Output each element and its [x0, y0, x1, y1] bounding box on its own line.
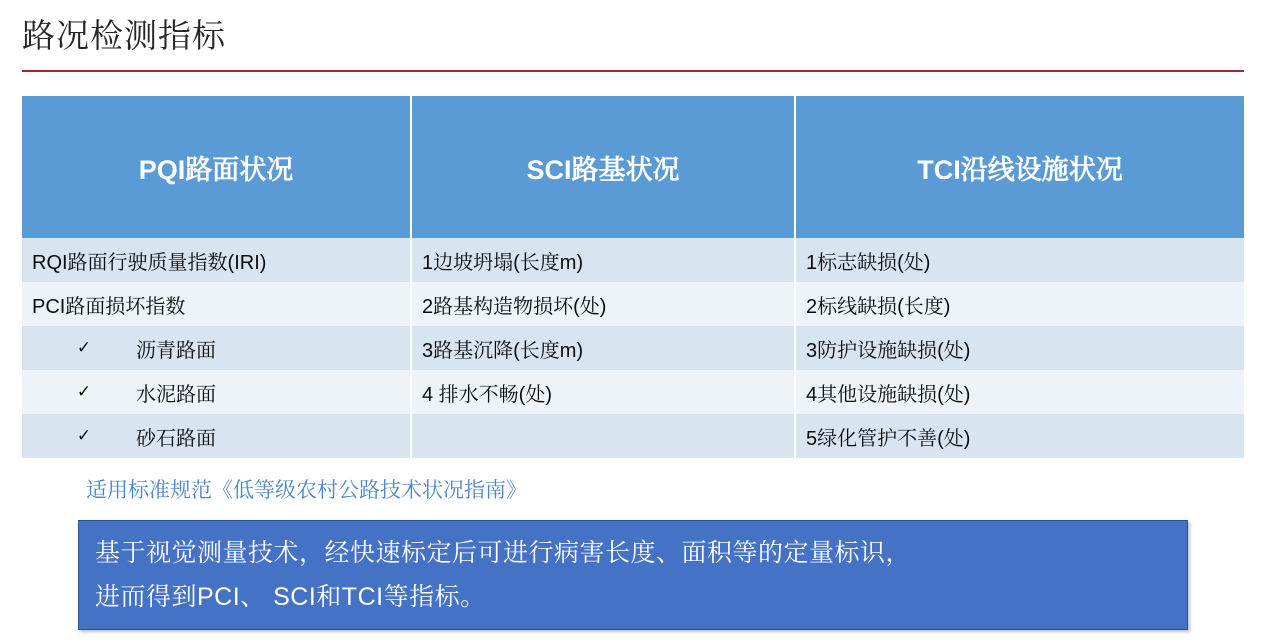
cell-sci: 3路基沉降(长度m) — [411, 326, 795, 370]
cell-tci: 2标线缺损(长度) — [795, 282, 1244, 326]
cell-sci: 1边坡坍塌(长度m) — [411, 238, 795, 282]
column-header-sci: SCI路基状况 — [411, 96, 795, 238]
table-header-row — [22, 96, 1244, 238]
checkmark-icon: ✓ — [76, 382, 92, 401]
cell-tci: 5绿化管护不善(处) — [795, 414, 1244, 458]
table-row — [22, 414, 1244, 458]
callout-line-2: 进而得到PCI、 SCI和TCI等指标。 — [95, 583, 486, 611]
cell-sci: 2路基构造物损坏(处) — [411, 282, 795, 326]
cell-tci: 1标志缺损(处) — [795, 238, 1244, 282]
cell-pqi: PCI路面损坏指数 — [22, 282, 411, 326]
cell-sci — [411, 414, 795, 458]
cell-pqi: RQI路面行驶质量指数(IRI) — [22, 238, 411, 282]
cell-pqi — [22, 326, 411, 370]
title-underline-rule — [22, 70, 1244, 72]
checkmark-icon: ✓ — [76, 338, 92, 357]
page-title: 路况检测指标 — [22, 17, 226, 54]
cell-pqi — [22, 414, 411, 458]
summary-callout-box — [78, 520, 1188, 630]
table-row — [22, 370, 1244, 414]
standard-reference-note: 适用标准规范《低等级农村公路技术状况指南》 — [86, 479, 527, 502]
table-row — [22, 238, 1244, 282]
column-header-pqi: PQI路面状况 — [22, 96, 411, 238]
road-condition-indicator-table — [22, 96, 1244, 458]
cell-pqi-label: 沥青路面 — [136, 339, 216, 362]
cell-tci: 3防护设施缺损(处) — [795, 326, 1244, 370]
cell-pqi — [22, 370, 411, 414]
cell-pqi-label: 砂石路面 — [136, 427, 216, 450]
cell-sci: 4 排水不畅(处) — [411, 370, 795, 414]
cell-pqi-label: 水泥路面 — [136, 383, 216, 406]
table-row — [22, 282, 1244, 326]
checkmark-icon: ✓ — [76, 426, 92, 445]
cell-tci: 4其他设施缺损(处) — [795, 370, 1244, 414]
column-header-tci: TCI沿线设施状况 — [795, 96, 1244, 238]
table-row — [22, 326, 1244, 370]
callout-line-1: 基于视觉测量技术，经快速标定后可进行病害长度、面积等的定量标识， — [95, 539, 912, 567]
